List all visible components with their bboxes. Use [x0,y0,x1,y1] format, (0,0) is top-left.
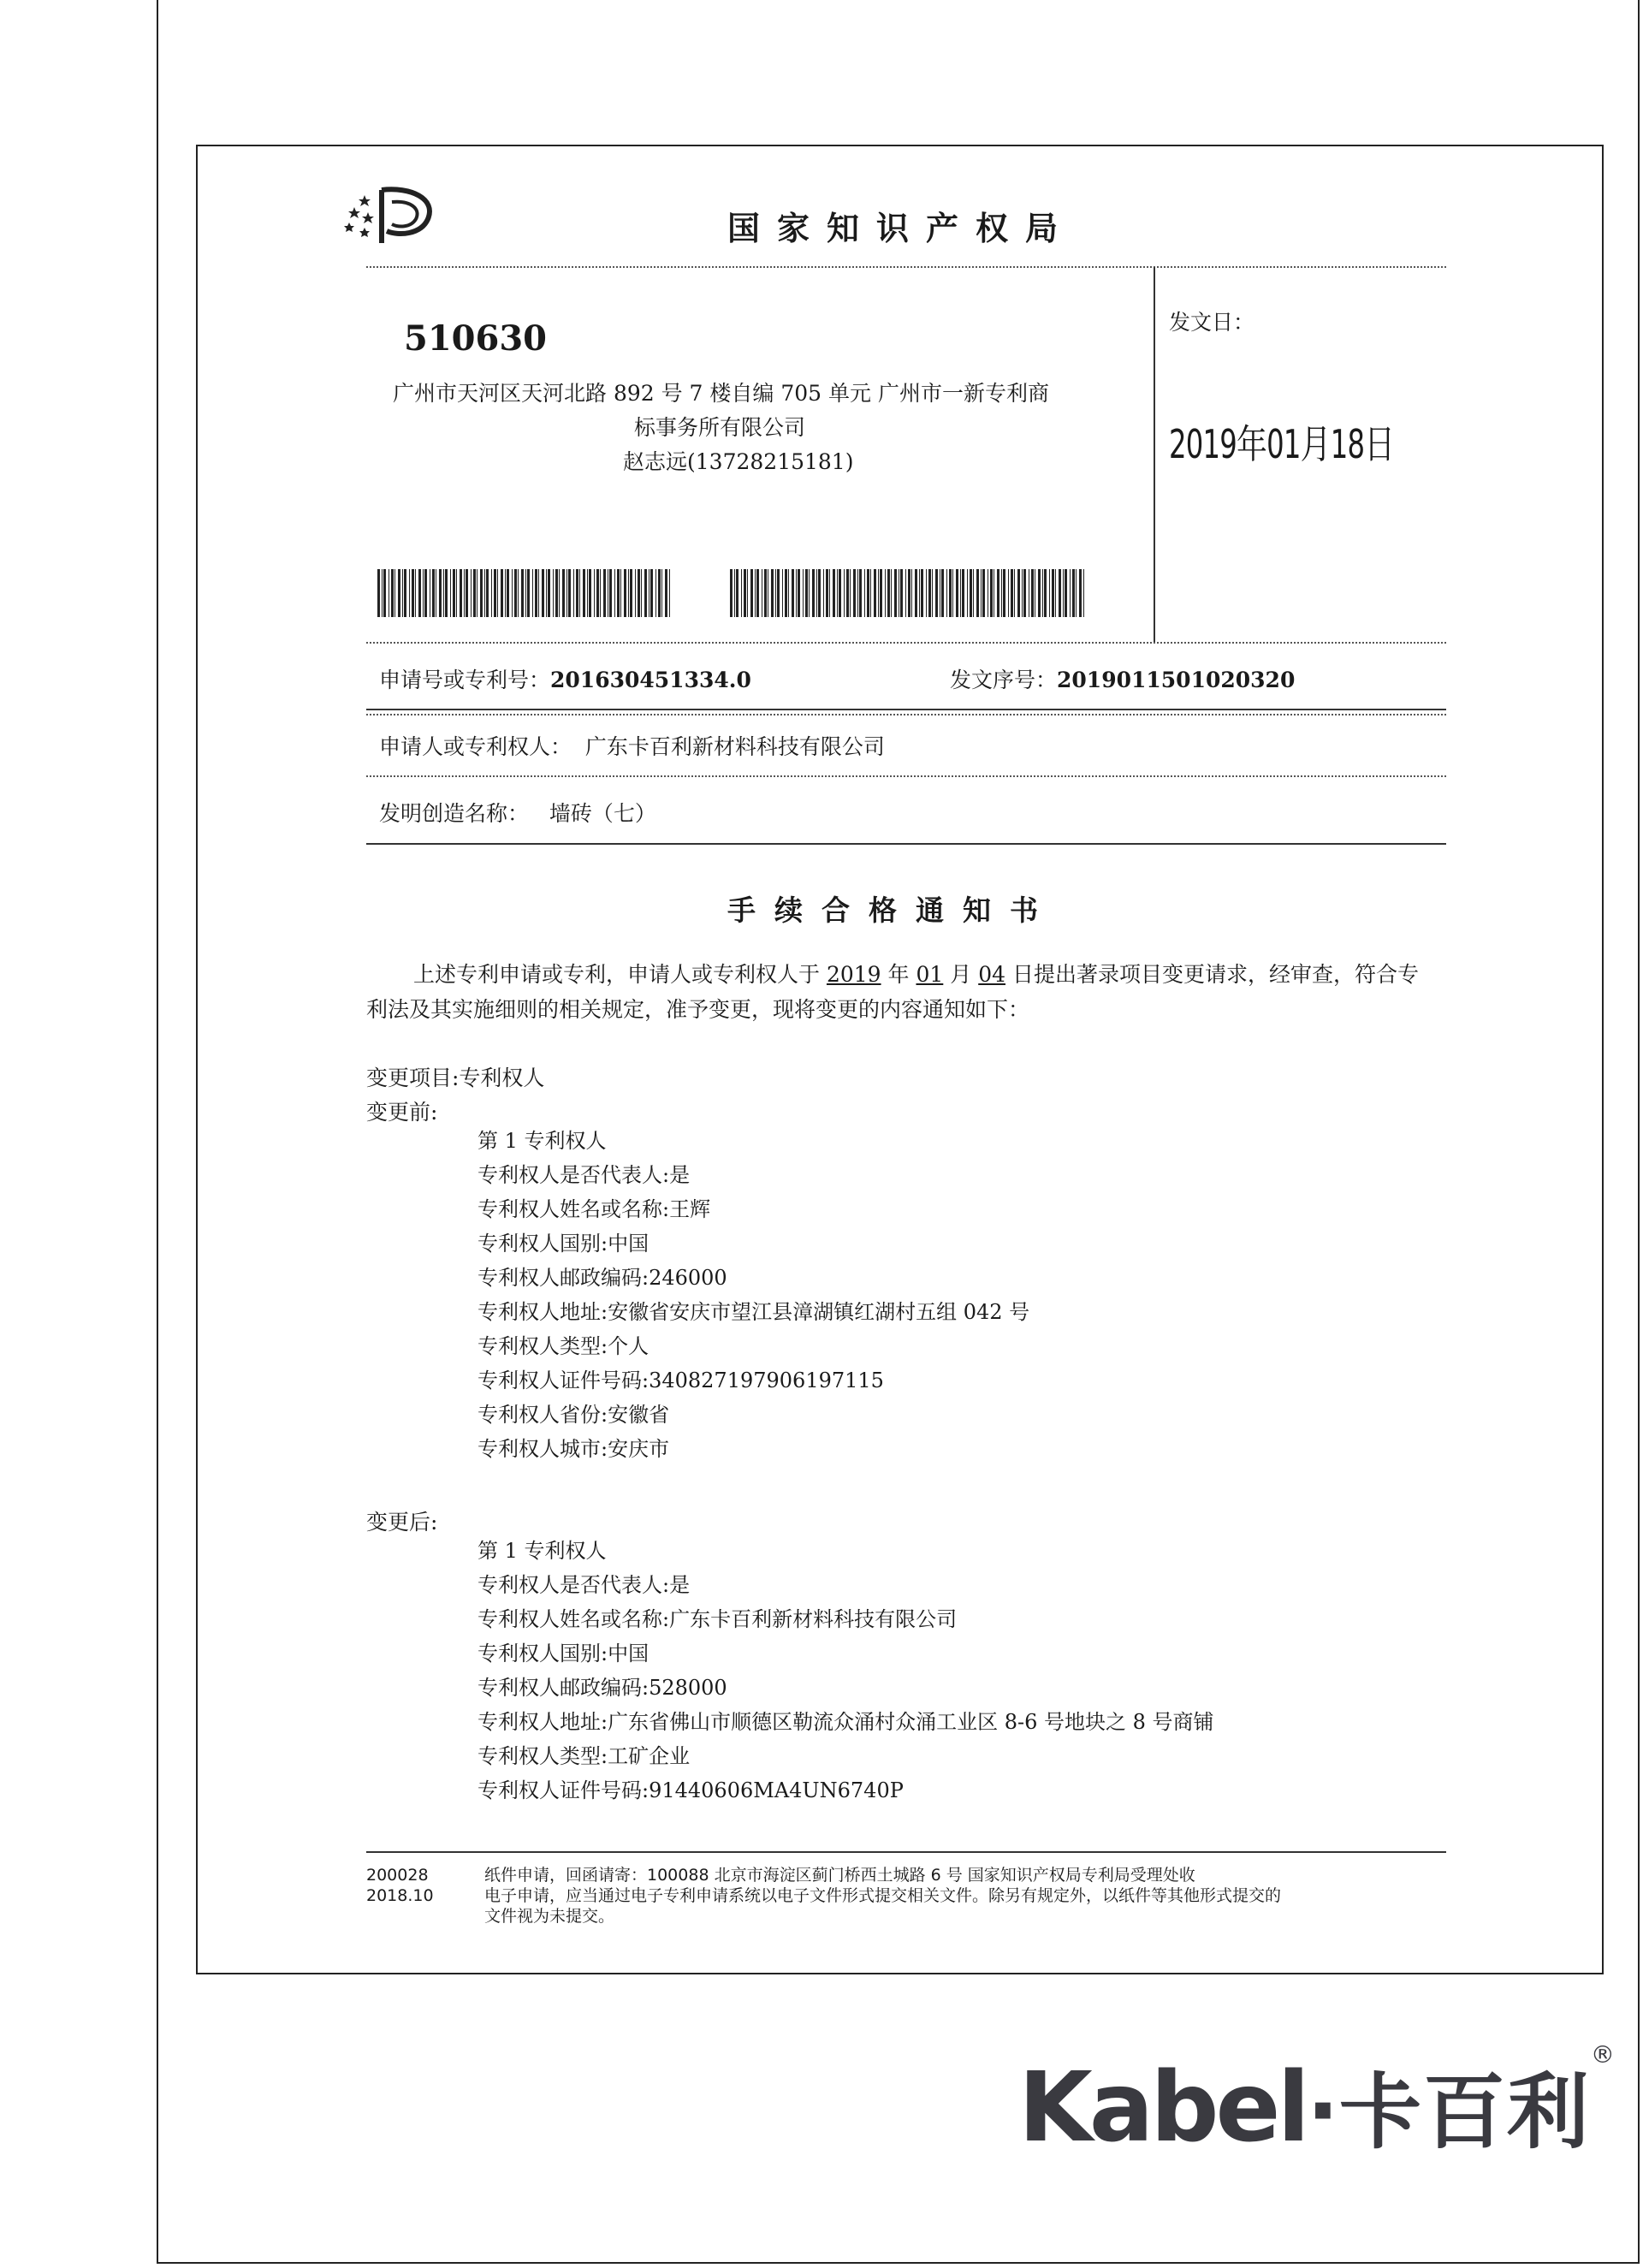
barcode-bar [1042,569,1043,617]
barcode-bar [382,569,383,617]
barcode-bar [546,569,547,617]
kabel-brand-logo [1018,2040,1615,2164]
barcode-bar [990,569,993,617]
barcode-bar [620,569,621,617]
barcode-bar [548,569,550,617]
barcode-bar [823,569,824,617]
cnipa-emblem-icon [342,181,445,250]
barcode-right [730,569,1084,617]
barcode-bar [439,569,442,617]
barcode-bar [755,569,756,617]
vertical-divider [1154,267,1155,642]
barcode-bar [512,569,513,617]
request-day: 04 [978,962,1006,987]
divider [366,266,1446,268]
barcode-bar [874,569,876,617]
barcode-bar [1003,569,1005,617]
barcode-bar [1031,569,1034,617]
before-change-list [477,1124,1029,1466]
list-item: 专利权人证件号码:340827197906197115 [477,1369,884,1392]
barcode-bar [587,569,588,617]
barcode-bar [1014,569,1015,617]
barcode-bar [857,569,858,617]
barcode-bar [525,569,526,617]
barcode-bar [885,569,886,617]
barcode-bar [415,569,416,617]
barcode-bar [456,569,457,617]
barcode-bar [775,569,776,617]
barcode-bar [1076,569,1077,617]
barcode-bar [1059,569,1061,617]
barcode-bar [771,569,774,617]
notice-title: 手续合格通知书 [727,894,1057,927]
barcode-bar [486,569,489,617]
barcode-bar [404,569,406,617]
list-item: 第 1 专利权人 [477,1129,607,1153]
barcode-bar [409,569,410,617]
barcode-bar [818,569,821,617]
barcode-bar [788,569,789,617]
barcode-bar [962,569,964,617]
barcode-bar [669,569,670,617]
barcode-bar [484,569,485,617]
barcode-bar [970,569,972,617]
barcode-bar [1011,569,1013,617]
barcode-bar [514,569,517,617]
barcode-bar [887,569,890,617]
barcode-bar [812,569,815,617]
barcode-bar [915,569,917,617]
form-code-block [366,1865,434,1906]
invention-title: 墙砖（七） [549,801,656,826]
barcode-bar [1052,569,1054,617]
after-label: 变更后: [366,1510,438,1535]
brand-dot: · [1306,2061,1339,2161]
list-item: 专利权人国别:中国 [477,1232,649,1256]
barcode-bar [867,569,869,617]
list-item: 专利权人邮政编码:528000 [477,1676,727,1700]
barcode-bar [1017,569,1020,617]
barcode-bar [853,569,856,617]
barcode-bar [555,569,558,617]
barcode-bar [443,569,444,617]
barcode-bar [497,569,498,617]
barcode-bar [464,569,465,617]
footer-line-3: 文件视为未提交。 [484,1907,615,1926]
barcode-bar [518,569,519,617]
barcode-bar [1049,569,1050,617]
barcode-bar [734,569,735,617]
notice-paragraph-line-1: 上述专利申请或专利，申请人或专利权人于 2019 年 01 月 04 日提出著录项目变更请求，经审查，符合专 [413,962,1419,987]
barcode-bar [423,569,424,617]
barcode-bar [624,569,626,617]
barcode-bar [777,569,780,617]
barcode-bar [466,569,468,617]
barcode-bar [1022,569,1023,617]
barcode-bar [568,569,571,617]
barcode-bar [596,569,599,617]
barcode-bar [919,569,920,617]
applicant-label: 申请人或专利权人： [379,734,572,759]
barcode-bar [829,569,830,617]
barcode-bar [579,569,580,617]
application-number-row [379,663,751,694]
divider [366,714,1446,715]
barcode-bar [850,569,851,617]
barcode-bar [480,569,483,617]
recipient-address-line-1: 广州市天河区天河北路 892 号 7 楼自编 705 单元 广州市一新专利商 [393,381,1049,406]
application-number: 201630451334.0 [550,668,751,692]
barcode-bar [1044,569,1047,617]
barcode-bar [445,569,448,617]
barcode-bar [756,569,759,617]
barcode-bar [562,569,565,617]
barcode-bar [661,569,662,617]
barcode-bar [891,569,892,617]
brand-registered: ® [1590,2040,1615,2069]
barcode-bar [796,569,797,617]
barcode-bar [630,569,632,617]
barcode-bar [594,569,595,617]
barcode-bar [946,569,947,617]
barcode-bar [383,569,386,617]
invention-row [379,797,656,828]
barcode-bar [805,569,808,617]
applicant-name: 广东卡百利新材料科技有限公司 [584,734,885,759]
barcode-bar [997,569,999,617]
list-item: 专利权人地址:安徽省安庆市望江县漳湖镇红湖村五组 042 号 [477,1300,1030,1324]
request-month: 01 [916,962,944,987]
barcode-bar [900,569,903,617]
barcode-bar [1083,569,1084,617]
barcode-bar [576,569,578,617]
barcode-bar [658,569,661,617]
barcode-bar [837,569,838,617]
barcode-bar [635,569,636,617]
barcode-bar [573,569,574,617]
barcode-bar [967,569,968,617]
divider [366,642,1446,644]
barcode-bar [809,569,810,617]
recipient-address-line-2: 标事务所有限公司 [634,415,806,440]
barcode-bar [1065,569,1067,617]
list-item: 专利权人类型:个人 [477,1334,649,1358]
footer-line-1: 纸件申请，回函请寄：100088 北京市海淀区蓟门桥西土城路 6 号 国家知识产权局专利局受理处收 [484,1866,1195,1885]
recipient-postcode: 510630 [404,318,547,359]
barcode-bar [535,569,537,617]
barcode-bar [982,569,985,617]
list-item: 专利权人是否代表人:是 [477,1163,691,1187]
barcode-bar [846,569,849,617]
barcode-bar [981,569,982,617]
barcode-bar [952,569,953,617]
barcode-bar [402,569,403,617]
serial-number-label: 发文序号： [950,668,1058,692]
barcode-bar [1055,569,1056,617]
barcode-bar [798,569,800,617]
barcode-bar [833,569,835,617]
notice-paragraph-line-2: 利法及其实施细则的相关规定，准予变更，现将变更的内容通知如下： [366,997,1030,1022]
list-item: 第 1 专利权人 [477,1539,607,1563]
barcode-bar [792,569,794,617]
before-label: 变更前: [366,1100,438,1125]
barcode-bar [803,569,804,617]
barcode-bar [1072,569,1075,617]
recipient-contact: 赵志远(13728215181) [623,449,854,474]
barcode-bar [949,569,952,617]
barcode-bar [744,569,746,617]
barcode-bar [894,569,897,617]
barcode-bar [928,569,931,617]
list-item: 专利权人省份:安徽省 [477,1403,670,1427]
barcode-bar [600,569,601,617]
barcode-bar [460,569,462,617]
barcode-bar [864,569,865,617]
barcode-bar [750,569,753,617]
barcode-bar [816,569,817,617]
barcode-bar [1038,569,1041,617]
barcode-bar [730,569,733,617]
barcode-bar [559,569,560,617]
barcode-bar [453,569,455,617]
barcode-bar [377,569,380,617]
barcode-bar [521,569,524,617]
barcode-bar [941,569,944,617]
serial-number: 2019011501020320 [1057,668,1296,692]
barcode-bar [628,569,629,617]
barcode-bar [609,569,612,617]
barcode-bar [839,569,841,617]
barcode-bar [782,569,783,617]
barcode-bar [932,569,933,617]
barcode-bar [471,569,472,617]
barcode-bar [650,569,653,617]
barcode-bar [921,569,923,617]
office-name: 国家知识产权局 [727,210,1076,247]
barcode-bar [956,569,958,617]
divider [366,775,1446,777]
barcode-bar [617,569,620,617]
barcode-bar [926,569,927,617]
list-item: 专利权人城市:安庆市 [477,1437,670,1461]
request-year: 2019 [826,962,881,987]
barcode-bar [424,569,427,617]
barcode-bar [450,569,451,617]
barcode-bar [764,569,767,617]
barcode-bar [1063,569,1064,617]
barcode-bar [501,569,503,617]
after-change-list [477,1534,1214,1808]
barcode-bar [870,569,871,617]
barcode-bar [976,569,979,617]
barcode-bar [553,569,554,617]
barcode-bar [1001,569,1002,617]
list-item: 专利权人类型:工矿企业 [477,1744,691,1768]
divider [366,843,1446,845]
form-code: 200028 [366,1866,429,1885]
list-item: 专利权人邮政编码:246000 [477,1266,727,1290]
barcode-bar [542,569,544,617]
barcode-bar [785,569,787,617]
barcode-bar [412,569,414,617]
barcode-bar [747,569,748,617]
barcode-bar [1079,569,1082,617]
barcode-bar [505,569,506,617]
barcode-bar [394,569,395,617]
serial-number-row [950,663,1295,694]
list-item: 专利权人证件号码:91440606MA4UN6740P [477,1778,904,1802]
list-item: 专利权人国别:中国 [477,1642,649,1665]
barcode-bar [432,569,435,617]
barcode-bar [736,569,738,617]
barcode-bar [905,569,906,617]
issue-date-label: 发文日： [1169,310,1255,335]
footer-line-2: 电子申请，应当通过电子专利申请系统以电子文件形式提交相关文件。除另有规定外，以纸件等其他形式提交的 [484,1886,1282,1905]
barcode-bar [960,569,961,617]
barcode-bar [507,569,509,617]
barcode-bar [391,569,394,617]
barcode-bar [527,569,530,617]
issue-date-value: 2019年01月18日 [1169,421,1395,467]
change-item: 变更项目:专利权人 [366,1066,545,1090]
barcode-bar [566,569,567,617]
barcode-bar [473,569,476,617]
list-item: 专利权人姓名或名称:广东卡百利新材料科技有限公司 [477,1607,958,1631]
barcode-bar [741,569,742,617]
barcode-bar [1023,569,1026,617]
brand-latin: Kabel [1018,2052,1307,2164]
barcode-left [377,569,670,617]
barcode-bar [398,569,400,617]
form-date: 2018.10 [366,1886,434,1905]
barcode-bar [532,569,533,617]
barcode-bar [1008,569,1009,617]
barcode-bar [638,569,640,617]
barcode-bar [644,569,647,617]
barcode-bar [491,569,492,617]
barcode-bar [844,569,845,617]
list-item: 专利权人姓名或名称:王辉 [477,1197,711,1221]
barcode-bar [583,569,585,617]
barcode-bar [614,569,615,617]
barcode-bar [826,569,828,617]
list-item: 专利权人地址:广东省佛山市顺德区勒流众涌村众涌工业区 8-6 号地块之 8 号商铺 [477,1710,1214,1734]
invention-label: 发明创造名称： [379,801,530,826]
barcode-bar [655,569,656,617]
footer-text [484,1865,1281,1927]
barcode-bar [911,569,912,617]
barcode-bar [641,569,642,617]
divider [366,709,1446,710]
barcode-bar [878,569,879,617]
barcode-bar [1070,569,1071,617]
barcode-bar [603,569,606,617]
barcode-bar [538,569,539,617]
footer-divider [366,1851,1446,1853]
barcode-bar [494,569,496,617]
barcode-bar [589,569,591,617]
barcode-bar [665,569,667,617]
barcode-bar [418,569,421,617]
barcode-bar [880,569,882,617]
brand-chinese: 卡百利 [1338,2064,1591,2160]
barcode-bar [859,569,862,617]
applicant-row [379,730,885,761]
application-number-label: 申请号或专利号： [379,668,551,692]
barcode-bar [935,569,938,617]
list-item: 专利权人是否代表人:是 [477,1573,691,1597]
barcode-bar [908,569,910,617]
barcode-bar [973,569,974,617]
